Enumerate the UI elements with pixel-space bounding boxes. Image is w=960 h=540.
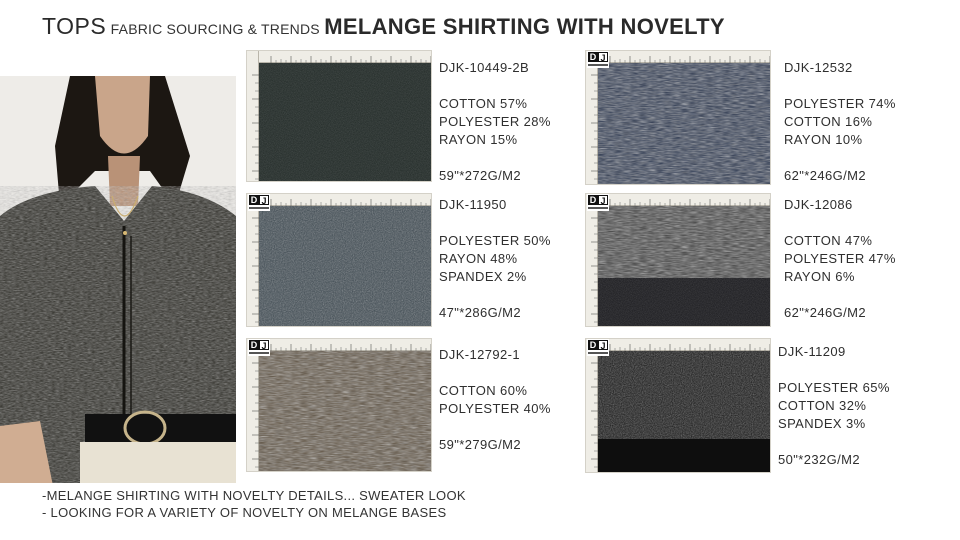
fabric-texture [598, 351, 770, 472]
fabric-spec: 50"*232G/M2 [778, 452, 861, 467]
ruler [247, 51, 259, 181]
model-photo [0, 76, 236, 483]
fabric-swatch-1 [246, 50, 432, 182]
fabric-texture [259, 63, 431, 181]
composition-line: COTTON 47% [784, 233, 873, 248]
composition-line: RAYON 48% [439, 251, 518, 266]
composition-line: POLYESTER 74% [784, 96, 896, 111]
brand-logo: D J [248, 194, 270, 211]
fabric-swatch-4 [585, 193, 771, 327]
fabric-code: DJK-12086 [784, 197, 853, 212]
fabric-spec: 62"*246G/M2 [784, 168, 867, 183]
composition-line: RAYON 10% [784, 132, 863, 147]
fabric-texture [598, 63, 770, 184]
fabric-swatch-3 [246, 193, 432, 327]
ruler [247, 194, 431, 206]
fabric-swatch-5 [246, 338, 432, 472]
ruler [586, 194, 598, 326]
composition-line: COTTON 16% [784, 114, 873, 129]
fabric-code: DJK-12532 [784, 60, 853, 75]
composition-line: POLYESTER 65% [778, 380, 890, 395]
fabric-spec: 59"*272G/M2 [439, 168, 522, 183]
ruler [586, 194, 770, 206]
ruler [586, 339, 598, 472]
fabric-info-1 [439, 59, 551, 185]
fabric-code: DJK-10449-2B [439, 60, 530, 75]
composition-line: RAYON 6% [784, 269, 855, 284]
ruler [247, 339, 259, 471]
fabric-code: DJK-11209 [778, 344, 846, 359]
composition-line: COTTON 32% [778, 398, 867, 413]
fabric-code: DJK-11950 [439, 197, 507, 212]
composition-line: SPANDEX 3% [778, 416, 866, 431]
fabric-code: DJK-12792-1 [439, 347, 520, 362]
fabric-spec: 62"*246G/M2 [784, 305, 867, 320]
ruler [247, 339, 431, 351]
brand-logo: D J [587, 339, 609, 356]
fabric-swatch-2 [585, 50, 771, 185]
composition-line: RAYON 15% [439, 132, 518, 147]
ruler [247, 194, 259, 326]
composition-line: POLYESTER 50% [439, 233, 551, 248]
composition-line: POLYESTER 28% [439, 114, 551, 129]
composition-line: POLYESTER 40% [439, 401, 551, 416]
brand-logo: D J [587, 51, 609, 68]
fabric-swatch-6 [585, 338, 771, 473]
composition-line: POLYESTER 47% [784, 251, 896, 266]
fabric-info-2 [784, 59, 896, 185]
composition-line: COTTON 60% [439, 383, 528, 398]
fabric-texture [259, 206, 431, 326]
fabric-info-5 [439, 346, 551, 454]
ruler [586, 51, 598, 184]
fabric-spec: 47"*286G/M2 [439, 305, 522, 320]
note-line: -MELANGE SHIRTING WITH NOVELTY DETAILS... SWEATER LOOK [42, 488, 466, 503]
brand-logo: D J [587, 194, 609, 211]
fabric-info-3 [439, 196, 551, 322]
notes [42, 487, 466, 521]
fabric-info-6 [778, 343, 890, 469]
ruler [247, 51, 431, 63]
fabric-spec: 59"*279G/M2 [439, 437, 522, 452]
category-title: TOPS [42, 13, 107, 39]
subtitle: FABRIC SOURCING & TRENDS [110, 21, 320, 37]
composition-line: SPANDEX 2% [439, 269, 527, 284]
headline: MELANGE SHIRTING WITH NOVELTY [324, 14, 725, 39]
fabric-texture [259, 351, 431, 471]
fabric-info-4 [784, 196, 896, 322]
ruler [586, 51, 770, 63]
composition-line: COTTON 57% [439, 96, 528, 111]
page-title [42, 12, 725, 44]
brand-logo: D J [248, 339, 270, 356]
note-line: - LOOKING FOR A VARIETY OF NOVELTY ON MELANGE BASES [42, 505, 447, 520]
fabric-texture [598, 206, 770, 326]
ruler [586, 339, 770, 351]
